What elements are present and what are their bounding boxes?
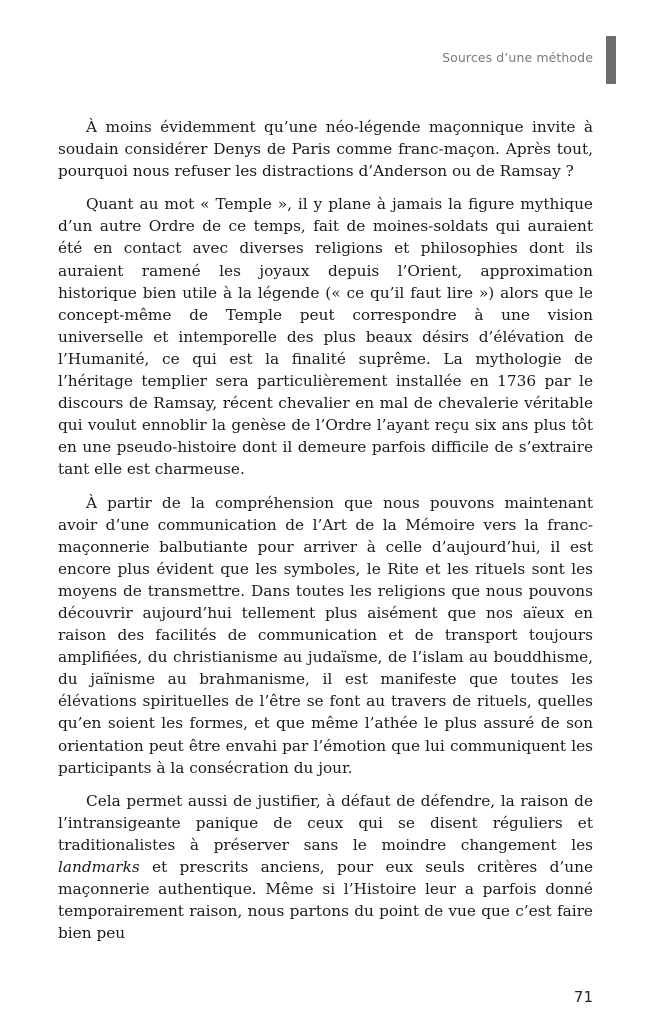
page-number: 71 bbox=[573, 988, 593, 1006]
paragraph-last bbox=[58, 790, 593, 945]
paragraph: À moins évidemment qu’une néo-légende maçonnique invite à soudain considérer Denys de Paris comme franc-maçon. Après tout, pourquoi nous refuser les distractions d’Anderson ou de Ramsay ? bbox=[58, 118, 593, 181]
italic-term: landmarks bbox=[58, 858, 140, 876]
running-head: Sources d’une méthode bbox=[442, 50, 593, 65]
paragraph: À partir de la compréhension que nous pouvons maintenant avoir d’une communication de l’Art de la Mémoire vers la franc-maçonnerie balbutiante pour arriver à celle d’aujourd’hui, il est encore plus évident que les symboles, le Rite et les rituels sont les moyens de transmettre. Dans toutes les religions que nous pouvons découvrir aujourd’hui tellement plus aisément que nos aïeux en raison des facilités de communication et de transport toujours amplifiées, du christianisme au judaïsme, de l’islam au bouddhisme, du jaïnisme au brahmanisme, il est manifeste que toutes les élévations spirituelles de l’être se font au travers de rituels, quelles qu’en soient les formes, et que même l’athée le plus assuré de son orientation peut être envahi par l’émotion que lui communiquent les participants à la consécration du jour. bbox=[58, 493, 593, 777]
body-text bbox=[58, 116, 593, 955]
paragraph-text: Cela permet aussi de justifier, à défaut de défendre, la raison de l’intransigeante panique de ceux qui se disent réguliers et traditionalistes à préserver sans le moindre changement les bbox=[58, 791, 593, 854]
paragraph-text: et prescrits anciens, pour eux seuls critères d’une maçonnerie authentique. Même si l’Histoire leur a parfois donné temporairement raison, nous partons du point de vue que c’est faire bien peu bbox=[58, 858, 593, 943]
paragraph: Quant au mot « Temple », il y plane à jamais la figure mythique d’un autre Ordre de ce temps, fait de moines-soldats qui auraient été en contact avec diverses religions et philosophies dont ils auraient ramené les joyaux depuis l’Orient, approximation historique bien utile à la légende (« ce qu’il faut lire ») alors que le concept-même de Temple peut correspondre à une vision universelle et intemporelle des plus beaux désirs d’élévation de l’Humanité, ce qui est la finalité suprême. La mythologie de l’héritage templier sera particulièrement installée en 1736 par le discours de Ramsay, récent chevalier en mal de chevalerie véritable qui voulut ennoblir la genèse de l’Ordre l’ayant reçu six ans plus tôt en une pseudo-histoire dont il demeure parfois difficile de s’extraire tant elle est charmeuse. bbox=[58, 195, 593, 479]
chapter-tab-marker bbox=[606, 36, 616, 84]
